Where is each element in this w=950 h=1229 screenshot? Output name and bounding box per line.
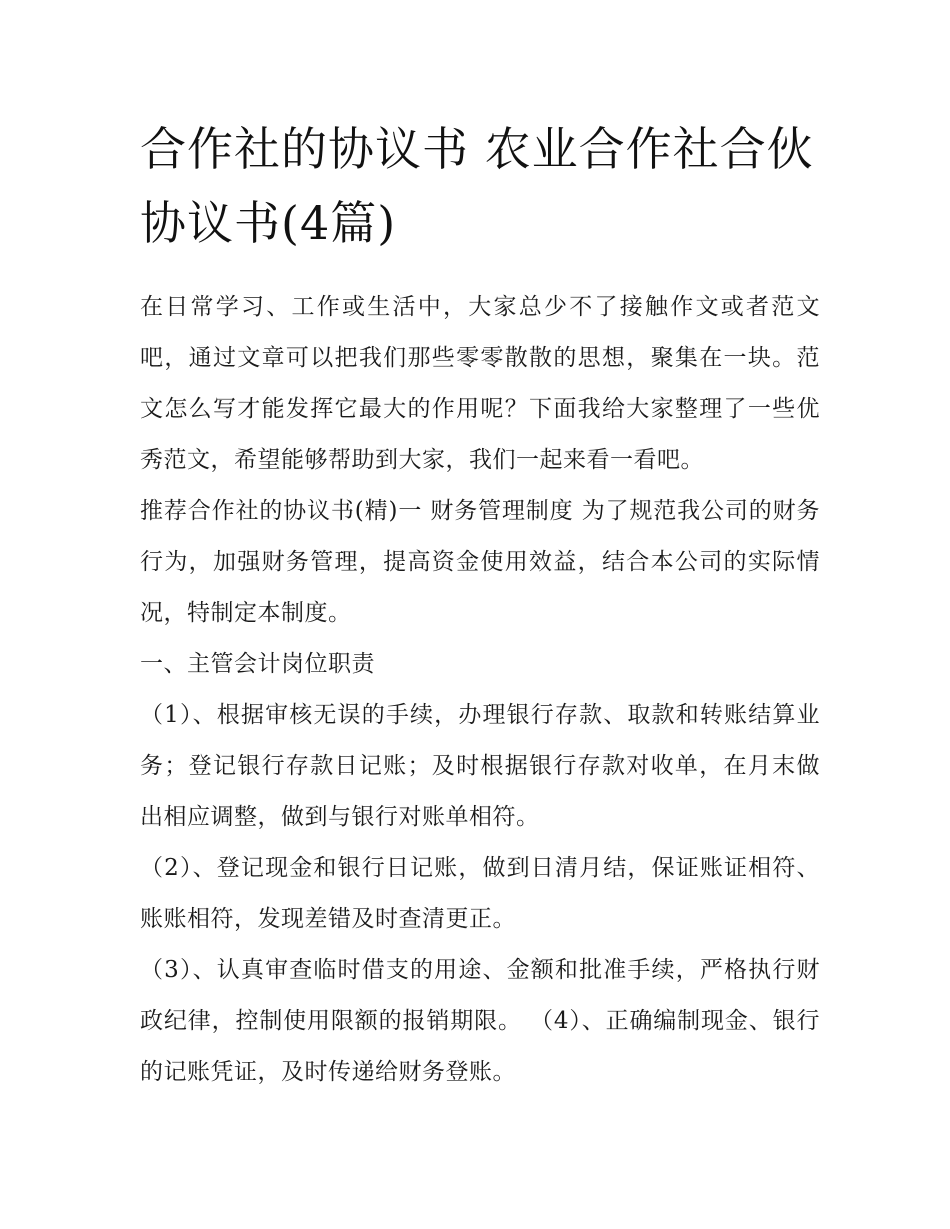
document-content [140,112,820,1098]
document-title: 合作社的协议书 农业合作社合伙协议书(4篇) [140,122,814,250]
duty-item-3-4: （3）、认真审查临时借支的用途、金额和批准手续，严格执行财政纪律，控制使用限额的报销期限。 （4）、正确编制现金、银行的记账凭证，及时传递给财务登账。 [140,957,820,1085]
duty-item-2: （2）、登记现金和银行日记账，做到日清月结，保证账证相符、账账相符，发现差错及时查清更正。 [140,855,820,932]
duty-item-1: （1）、根据审核无误的手续，办理银行存款、取款和转账结算业务；登记银行存款日记账；及时根据银行存款对收单，在月末做出相应调整，做到与银行对账单相符。 [140,702,820,830]
intro-paragraph: 在日常学习、工作或生活中，大家总少不了接触作文或者范文吧，通过文章可以把我们那些零零散散的思想，聚集在一块。范文怎么写才能发挥它最大的作用呢？下面我给大家整理了一些优秀范文，希望能够帮助到大家，我们一起来看一看吧。 [140,294,820,473]
section-heading: 一、主管会计岗位职责 [140,651,375,677]
recommend-paragraph: 推荐合作社的协议书(精)一 财务管理制度 为了规范我公司的财务行为，加强财务管理，提高资金使用效益，结合本公司的实际情况，特制定本制度。 [140,498,820,626]
